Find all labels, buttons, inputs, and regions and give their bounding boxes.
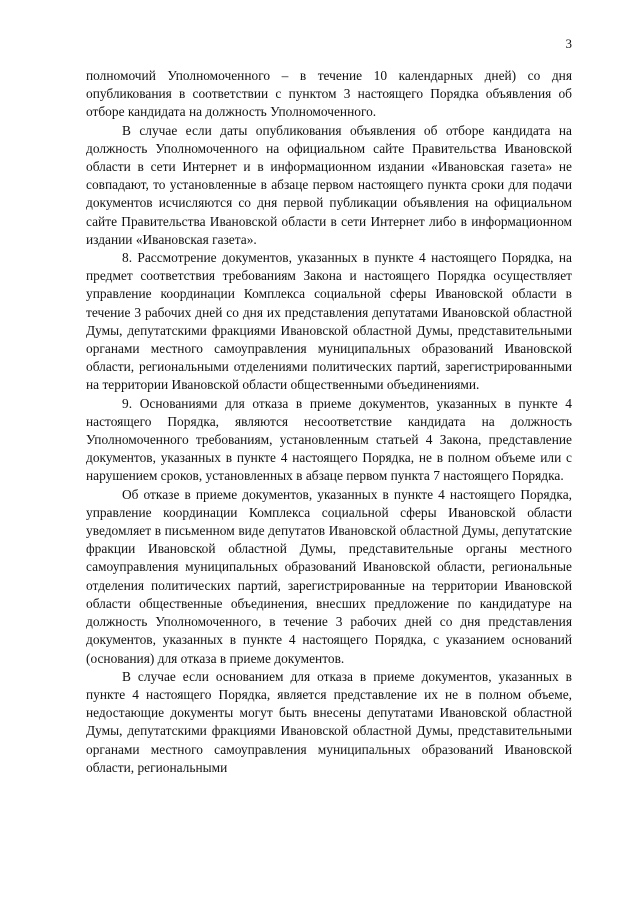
paragraph-item-8: 8. Рассмотрение документов, указанных в пункте 4 настоящего Порядка, на предмет соответствия требованиям Закона и настоящего Порядка осуществляет управление координации Комплекса социальной сферы Ивановской области в течение 3 рабочих дней со дня их представления депутатами Ивановской областной Думы, депутатскими фракциями Ивановской областной Думы, представительными органами местного самоуправления муниципальных образований Ивановской области, региональными отделениями политических партий, зарегистрированными на территории Ивановской области общественными объединениями. bbox=[86, 250, 572, 393]
paragraph-continuation: полномочий Уполномоченного – в течение 10 календарных дней) со дня опубликования в соответствии с пунктом 3 настоящего Порядка объявления об отборе кандидата на должность Уполномоченного. bbox=[86, 68, 572, 120]
paragraph-publication-dates: В случае если даты опубликования объявления об отборе кандидата на должность Уполномоченного на официальном сайте Правительства Ивановской области в сети Интернет и в информационном издании «Ивановская газета» не совпадают, то установленные в абзаце первом настоящего пункта сроки для подачи документов исчисляются со дня первой публикации объявления на официальном сайте Правительства Ивановской области в сети Интернет либо в информационном издании «Ивановская газета». bbox=[86, 122, 572, 247]
document-body bbox=[86, 67, 572, 777]
page-number: 3 bbox=[565, 36, 572, 51]
paragraph-refusal-notice: Об отказе в приеме документов, указанных в пункте 4 настоящего Порядка, управление координации Комплекса социальной сферы Ивановской области уведомляет в письменном виде депутатов Ивановской областной Думы, депутатские фракции Ивановской областной Думы, представительные органы местного самоуправления муниципальных образований Ивановской области, региональные отделения политических партий, зарегистрированные на территории Ивановской области общественные объединения, внесших предложение по кандидатуре на должность Уполномоченного, в течение 3 рабочих дней со дня представления документов, указанных в пункте 4 настоящего Порядка, с указанием оснований (основания) для отказа в приеме документов. bbox=[86, 486, 572, 666]
paragraph-incomplete-documents: В случае если основанием для отказа в приеме документов, указанных в пункте 4 настоящего Порядка, является представление их не в полном объеме, недостающие документы могут быть внесены депутатами Ивановской областной Думы, депутатскими фракциями Ивановской областной Думы, представительными органами местного самоуправления муниципальных образований Ивановской области, региональными bbox=[86, 668, 572, 775]
paragraph-item-9: 9. Основаниями для отказа в приеме документов, указанных в пункте 4 настоящего Порядка, являются несоответствие кандидата на должность Уполномоченного требованиям, установленным статьей 4 Закона, представление документов, указанных в пункте 4 настоящего Порядка, не в полном объеме или с нарушением сроков, установленных в абзаце первом пункта 7 настоящего Порядка. bbox=[86, 395, 572, 484]
